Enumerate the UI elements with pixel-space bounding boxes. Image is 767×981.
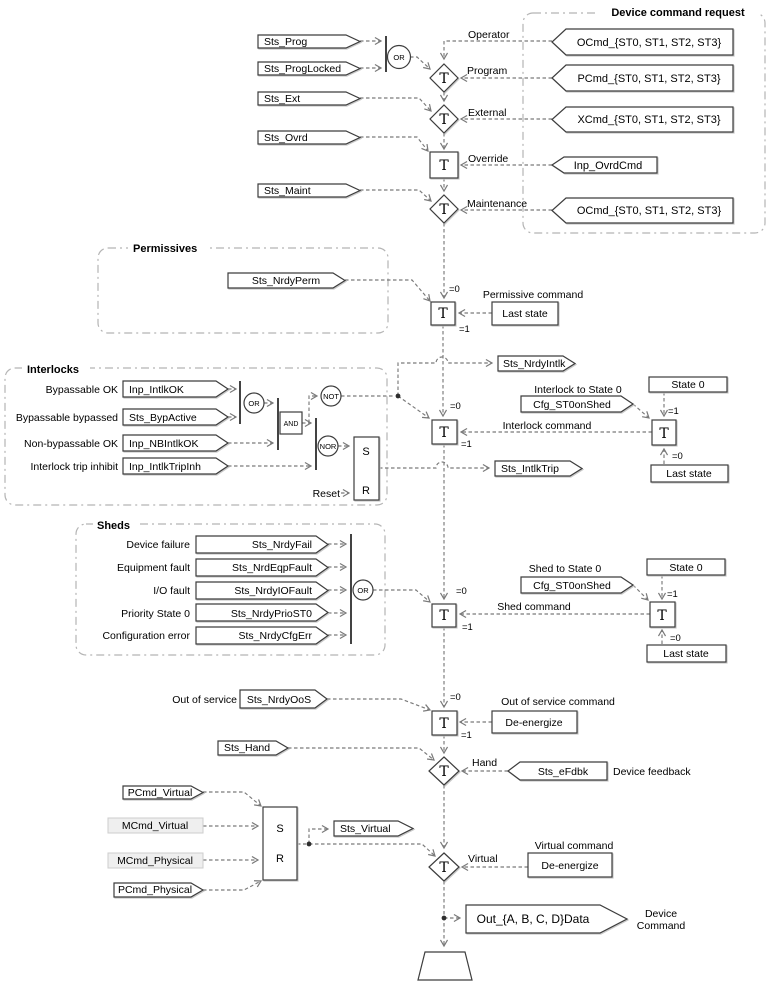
equipment-fault-label: Equipment fault <box>117 562 190 574</box>
maintenance-label: Maintenance <box>467 198 528 210</box>
eq0-label: =0 <box>456 586 467 597</box>
eq0-label: =0 <box>450 401 461 412</box>
de-energize-label: De-energize <box>541 860 599 872</box>
t-letter: T <box>439 608 449 624</box>
r-input-label: R <box>362 485 370 497</box>
de-energize-label: De-energize <box>505 717 563 729</box>
eq0-label: =0 <box>670 633 681 644</box>
wire <box>203 792 261 806</box>
sts-nrdycfgerr-label: Sts_NrdyCfgErr <box>238 630 312 642</box>
out-data-label: Out_{A, B, C, D}Data <box>476 912 590 926</box>
inp-intlkok-label: Inp_IntlkOK <box>129 384 184 396</box>
device-feedback-label: Device feedback <box>613 766 691 778</box>
last-state-label: Last state <box>502 308 548 320</box>
t-letter: T <box>438 306 448 322</box>
t-letter: T <box>657 608 667 624</box>
device-command-label-line1: Device <box>644 908 678 920</box>
override-label: Override <box>468 153 509 165</box>
out-of-service-label: Out of service <box>172 694 237 706</box>
pcmd-virtual-label: PCmd_Virtual <box>127 787 193 799</box>
wire <box>398 396 429 418</box>
sts-ext-label: Sts_Ext <box>264 93 301 105</box>
sts-nrdyiofault-label: Sts_NrdyIOFault <box>234 585 312 597</box>
eq1-label: =1 <box>459 324 470 335</box>
wire <box>203 881 261 890</box>
junction-dot <box>396 394 401 399</box>
t-letter: T <box>659 426 669 442</box>
non-bypassable-ok-label: Non-bypassable OK <box>24 438 118 450</box>
state0-label: State 0 <box>669 562 703 574</box>
pcmd-label: PCmd_{ST0, ST1, ST2, ST3} <box>577 73 721 85</box>
nor-gate-label: NOR <box>319 442 337 451</box>
eq1-label: =1 <box>461 730 472 741</box>
sts-efdbk-label: Sts_eFdbk <box>537 766 589 778</box>
junction-dot <box>307 842 312 847</box>
inp-intlktripinh-label: Inp_IntlkTripInh <box>129 461 201 473</box>
t-letter: T <box>439 112 449 128</box>
wire <box>410 57 430 69</box>
configuration-error-label: Configuration error <box>102 630 190 642</box>
hand-label: Hand <box>472 757 498 769</box>
eq1-label: =1 <box>668 406 679 417</box>
t-letter: T <box>439 764 449 780</box>
and-gate-label: AND <box>283 421 299 428</box>
wire <box>633 404 649 418</box>
cfg-st0onshed-label: Cfg_ST0onShed <box>533 580 611 592</box>
wire <box>398 357 492 396</box>
or-gate-label: OR <box>248 399 260 408</box>
wire <box>309 844 435 856</box>
wire <box>360 190 431 201</box>
sheds-title: Sheds <box>97 520 131 532</box>
sts-intlktrip-label: Sts_IntlkTrip <box>501 463 559 475</box>
wire <box>373 590 430 602</box>
virtual-label: Virtual <box>468 853 498 865</box>
sts-nrdyperm-label: Sts_NrdyPerm <box>251 275 321 287</box>
wire <box>379 462 489 468</box>
eq1-label: =1 <box>462 622 473 633</box>
device-output-terminator <box>418 952 472 980</box>
sts-prog-label: Sts_Prog <box>264 36 308 48</box>
device-command-label-line2: Command <box>636 920 686 932</box>
sts-nrdypriost0-label: Sts_NrdyPrioST0 <box>230 608 312 620</box>
wire <box>288 748 434 760</box>
eq1-label: =1 <box>667 589 678 600</box>
wire <box>309 829 328 844</box>
last-state-label: Last state <box>666 468 712 480</box>
r-input-label: R <box>276 853 284 865</box>
permissive-command-label: Permissive command <box>482 289 584 301</box>
t-letter: T <box>439 158 449 174</box>
sts-virtual-label: Sts_Virtual <box>340 823 391 835</box>
eq0-label: =0 <box>450 692 461 703</box>
wire <box>327 699 430 710</box>
inp-nbintlkok-label: Inp_NBIntlkOK <box>129 438 199 450</box>
permissives-title: Permissives <box>133 243 198 255</box>
io-fault-label: I/O fault <box>153 585 190 597</box>
ocmd-operator-label: OCmd_{ST0, ST1, ST2, ST3} <box>576 37 722 49</box>
sts-nrdyoos-label: Sts_NrdyOoS <box>246 694 312 706</box>
interlock-command-label: Interlock command <box>502 420 592 432</box>
wire <box>444 41 552 59</box>
wire <box>360 98 431 111</box>
operator-label: Operator <box>468 29 510 41</box>
pcmd-physical-label: PCmd_Physical <box>117 884 193 896</box>
t-letter: T <box>439 716 449 732</box>
sts-nrdyintlk-label: Sts_NrdyIntlk <box>503 358 566 370</box>
sts-bypactive-label: Sts_BypActive <box>129 412 197 424</box>
t-letter: T <box>439 202 449 218</box>
not-gate-label: NOT <box>323 392 339 401</box>
shed-command-label: Shed command <box>497 601 571 613</box>
mcmd-physical-label: MCmd_Physical <box>117 855 193 867</box>
virtual-command-label: Virtual command <box>534 840 614 852</box>
sts-nrdyfail-label: Sts_NrdyFail <box>251 539 312 551</box>
ocmd-maint-label: OCmd_{ST0, ST1, ST2, ST3} <box>576 205 722 217</box>
eq0-label: =0 <box>449 284 460 295</box>
or-gate-label: OR <box>357 586 369 595</box>
last-state-label: Last state <box>663 648 709 660</box>
external-label: External <box>468 107 507 119</box>
interlock-to-state0-label: Interlock to State 0 <box>534 384 622 396</box>
shed-to-state0-label: Shed to State 0 <box>528 563 602 575</box>
wire <box>633 585 648 600</box>
interlocks-title: Interlocks <box>27 364 79 376</box>
t-letter: T <box>439 71 449 87</box>
device-command-request-title: Device command request <box>611 7 745 19</box>
virtual-sr-latch <box>263 807 297 880</box>
eq0-label: =0 <box>672 451 683 462</box>
bypassable-ok-label: Bypassable OK <box>45 384 118 396</box>
xcmd-label: XCmd_{ST0, ST1, ST2, ST3} <box>577 114 721 126</box>
mcmd-virtual-label: MCmd_Virtual <box>121 820 189 832</box>
sts-nrdeqpfault-label: Sts_NrdEqpFault <box>232 562 312 574</box>
wire <box>360 137 428 151</box>
device-failure-label: Device failure <box>126 539 190 551</box>
sts-hand-label: Sts_Hand <box>224 742 271 754</box>
s-input-label: S <box>362 446 370 458</box>
bypassable-bypassed-label: Bypassable bypassed <box>15 412 118 424</box>
reset-label: Reset <box>312 488 340 500</box>
program-label: Program <box>467 65 508 77</box>
or-gate-label: OR <box>393 53 405 62</box>
sts-maint-label: Sts_Maint <box>264 185 311 197</box>
state0-label: State 0 <box>671 379 705 391</box>
sts-ovrd-label: Sts_Ovrd <box>264 132 308 144</box>
priority-state0-label: Priority State 0 <box>121 608 190 620</box>
junction-dot <box>442 916 447 921</box>
sts-proglocked-label: Sts_ProgLocked <box>264 63 342 75</box>
t-letter: T <box>439 425 449 441</box>
s-input-label: S <box>276 823 284 835</box>
permissives-box <box>98 248 388 333</box>
t-letter: T <box>439 860 449 876</box>
cfg-st0onshed-label: Cfg_ST0onShed <box>533 399 611 411</box>
interlock-trip-inhibit-label: Interlock trip inhibit <box>30 461 118 473</box>
inp-ovrdcmd-label: Inp_OvrdCmd <box>573 160 643 172</box>
oos-command-label: Out of service command <box>501 696 615 708</box>
eq1-label: =1 <box>461 439 472 450</box>
